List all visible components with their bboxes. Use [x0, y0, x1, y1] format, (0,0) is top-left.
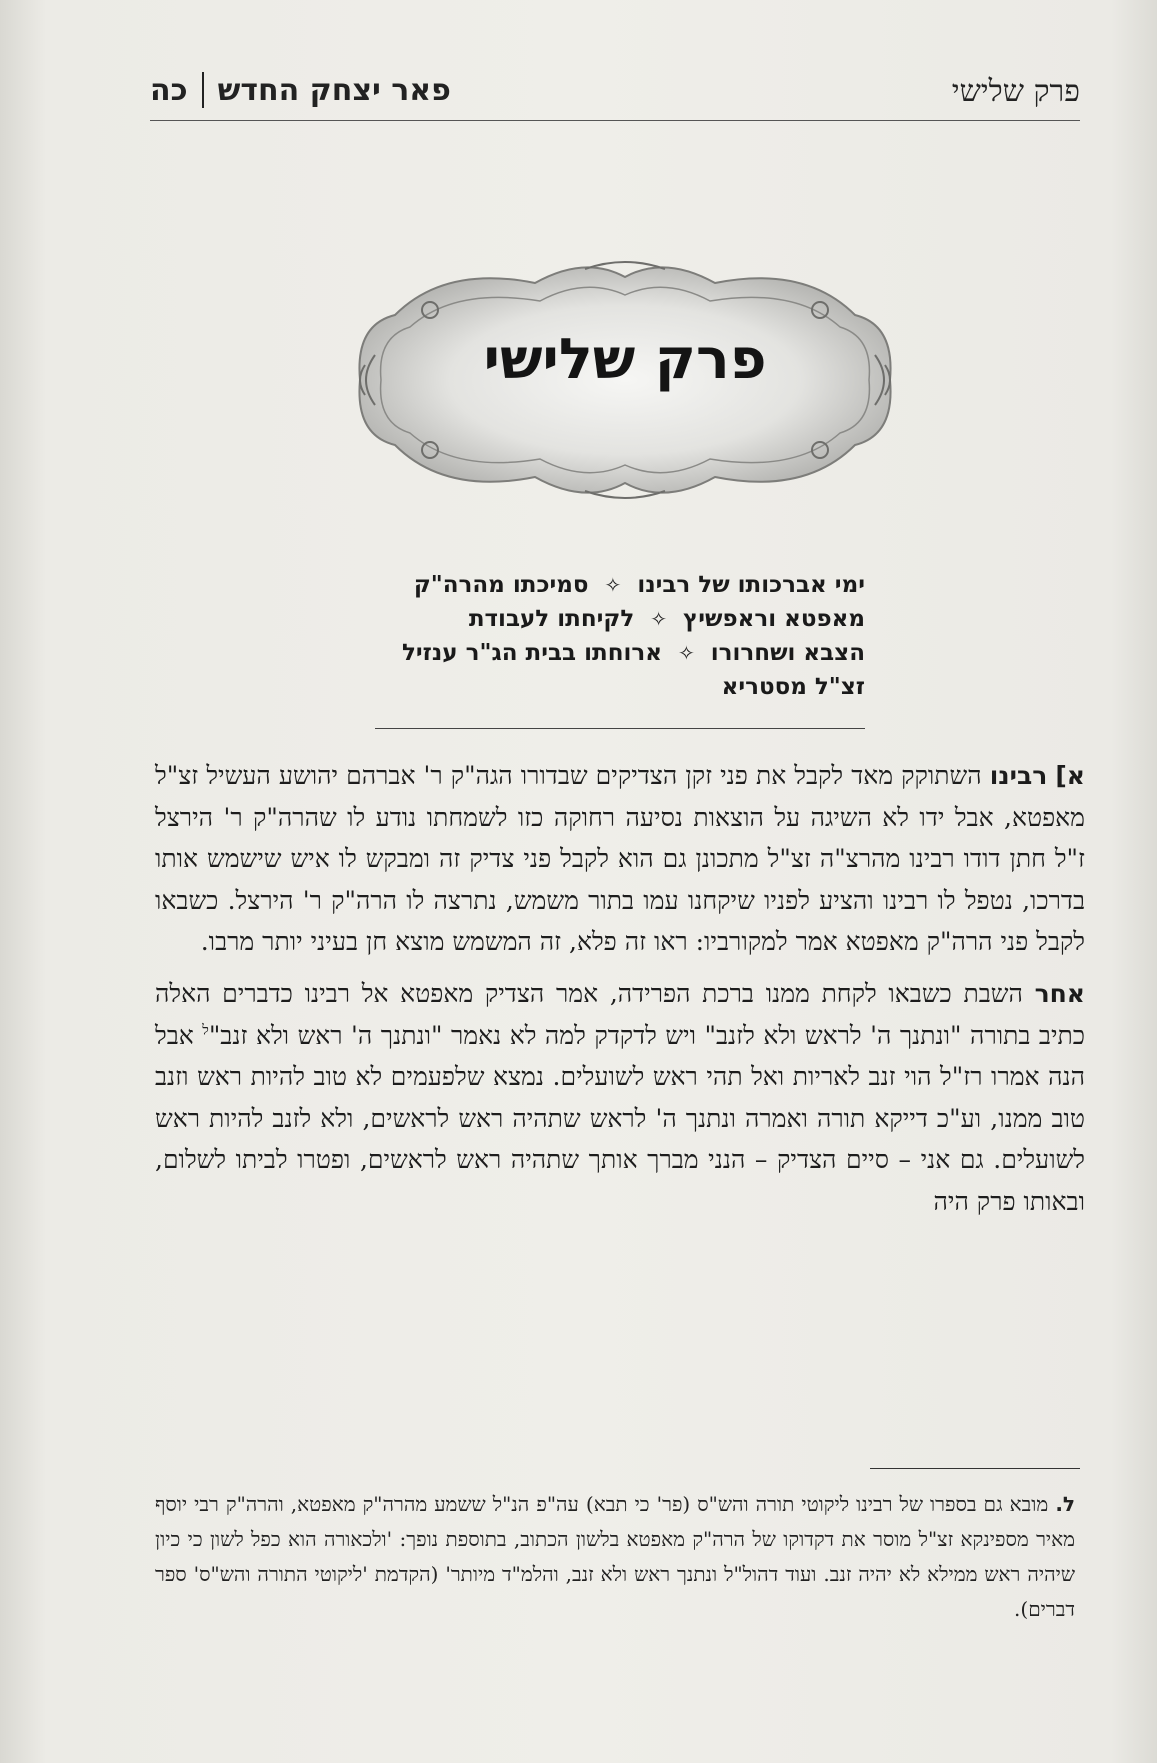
summary-topic: מאפטא וראפשיץ [683, 606, 865, 632]
paragraph-text: השבת כשבאו לקחת ממנו ברכת הפרידה, אמר הצדיק מאפטא אל רבינו כדברים האלה כתיב בתורה "ונתנך ה' לראש ולא לזנב" ויש לדקדק למה לא נאמר "ונתנך ה' ראש ולא זנב" [155, 978, 1085, 1050]
diamond-separator-icon: ✧ [604, 573, 622, 597]
paragraph-b [155, 973, 1085, 1223]
summary-topic: ארוחתו בבית הג"ר ענזיל [401, 640, 662, 666]
paragraph-lead-word: אחר [1034, 978, 1085, 1008]
summary-line [375, 602, 865, 636]
summary-line [375, 636, 865, 670]
paragraph-text-continued: אבל הנה אמרו רז"ל הוי זנב לאריות ואל תהי ראש לשועלים. נמצא שלפעמים לא טוב להיות ראש וזנב טוב ממנו, וע"כ דייקא תורה ואמרה ונתנך ה' לראש שתהיה ראש לראשים, ולא לזנב להיות ראש לשועלים. גם אני – סיים הצדיק – הנני מברך אותך שתהיה ראש לראשים, ופטרו לביתו לשלום, ובאותו פרק היה [155, 1020, 1085, 1216]
header-book-title-group [150, 72, 451, 108]
chapter-summary [375, 568, 865, 704]
chapter-cartouche [335, 255, 915, 505]
paragraph-a [155, 755, 1085, 963]
footnote [155, 1487, 1075, 1627]
footnote-reference[interactable]: ל [202, 1022, 209, 1039]
summary-line [375, 670, 865, 704]
summary-topic: סמיכתו מהרה"ק [413, 572, 589, 598]
header-divider [202, 72, 204, 108]
summary-divider [375, 728, 865, 729]
diamond-separator-icon: ✧ [678, 641, 695, 665]
paragraph-marker: א] [1055, 761, 1085, 790]
running-header [150, 62, 1080, 121]
footnote-divider [870, 1468, 1080, 1469]
header-chapter-name: פרק שלישי [951, 74, 1080, 109]
header-page-number: כה [150, 72, 188, 108]
summary-topic: זצ"ל מסטריא [721, 674, 865, 700]
paragraph-text: השתוקק מאד לקבל את פני זקן הצדיקים שבדורו הגה"ק ר' אברהם יהושע העשיל זצ"ל מאפטא, אבל ידו לא השיגה על הוצאות נסיעה רחוקה כזו לשמחתו נודע לו שהרה"ק ר' הירצל ז"ל חתן דודו רבינו מהרצ"ה זצ"ל מתכונן גם הוא לקבל פני צדיק זה ומבקש לו איש שישמש אותו בדרכו, נטפל לו רבינו והציע לפניו שיקחנו עמו בתור משמש, נתרצה לו הרה"ק ר' הירצל. כשבאו לקבל פני הרה"ק מאפטא אמר למקורביו: ראו זה פלא, זה המשמש מוצא חן בעיני יותר מרבו. [155, 761, 1085, 957]
diamond-separator-icon: ✧ [650, 607, 668, 631]
main-text [155, 755, 1085, 1223]
header-book-title: פאר יצחק החדש [217, 72, 451, 108]
paragraph-lead-word: רבינו [989, 761, 1048, 790]
chapter-title: פרק שלישי [483, 327, 767, 392]
footnote-marker: ל. [1055, 1492, 1076, 1516]
summary-topic: ימי אברכותו של רבינו [637, 572, 865, 598]
summary-topic: הצבא ושחרורו [710, 640, 865, 666]
summary-line [375, 568, 865, 602]
footnote-text: מובא גם בספרו של רבינו ליקוטי תורה והש"ס (פר' כי תבא) עה"פ הנ"ל ששמע מהרה"ק מאפטא, והרה"ק רבי יוסף מאיר מספינקא זצ"ל מוסר את דקדוקו של הרה"ק מאפטא בלשון הכתוב, בתוספת נופך: 'ולכאורה הוא כפל לשון כי כיון שיהיה ראש ממילא לא יהיה זנב. ועוד דהול"ל ונתנך ראש ולא זנב, והלמ"ד מיותר' (הקדמת 'ליקוטי התורה והש"ס' ספר דברים). [155, 1492, 1075, 1621]
summary-topic: לקיחתו לעבודת [468, 606, 635, 632]
